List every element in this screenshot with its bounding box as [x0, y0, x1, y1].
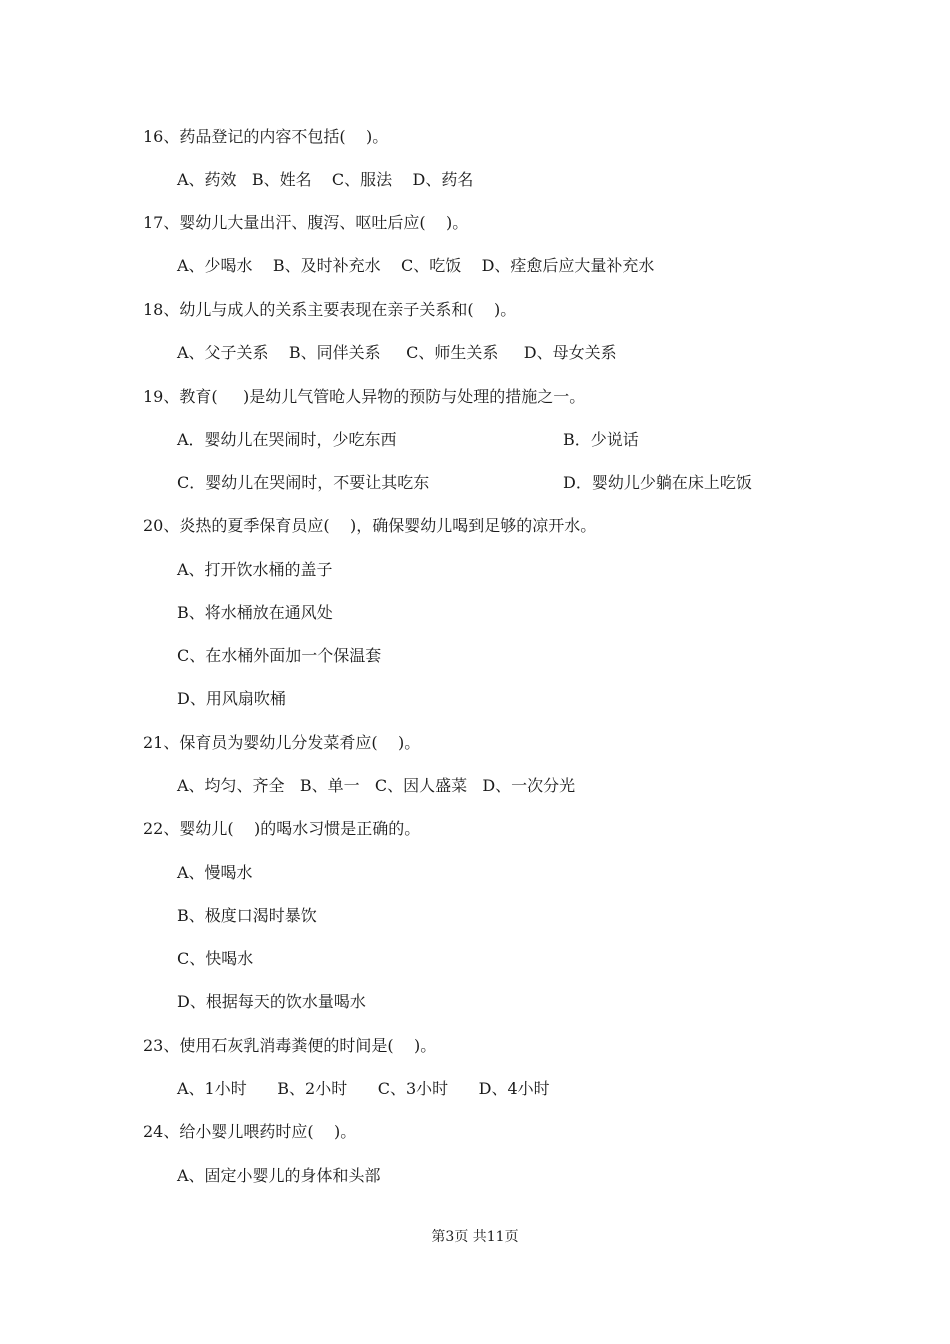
- options-16: A、药效 B、姓名 C、服法 D、药名: [177, 170, 474, 189]
- option-19-b: B．少说话: [563, 430, 639, 449]
- question-21: 21、保育员为婴幼儿分发菜肴应( )。: [143, 733, 421, 752]
- option-19-a: A．婴幼儿在哭闹时，少吃东西: [177, 430, 397, 449]
- option-20-b: B、将水桶放在通风处: [177, 603, 333, 622]
- option-19-c: C．婴幼儿在哭闹时，不要让其吃东: [177, 473, 430, 492]
- question-17: 17、婴幼儿大量出汗、腹泻、呕吐后应( )。: [143, 213, 469, 232]
- option-22-c: C、快喝水: [177, 949, 254, 968]
- question-24: 24、给小婴儿喂药时应( )。: [143, 1122, 357, 1141]
- options-23: A、1小时 B、2小时 C、3小时 D、4小时: [177, 1079, 550, 1098]
- question-18: 18、幼儿与成人的关系主要表现在亲子关系和( )。: [143, 300, 517, 319]
- options-21: A、均匀、齐全 B、单一 C、因人盛菜 D、一次分光: [177, 776, 576, 795]
- page-footer: 第3页 共11页: [431, 1229, 519, 1245]
- options-18: A、父子关系 B、同伴关系 C、师生关系 D、母女关系: [177, 343, 617, 362]
- option-19-d: D．婴幼儿少躺在床上吃饭: [563, 473, 752, 492]
- question-23: 23、使用石灰乳消毒粪便的时间是( )。: [143, 1036, 437, 1055]
- option-22-d: D、根据每天的饮水量喝水: [177, 992, 366, 1011]
- question-19: 19、教育( )是幼儿气管呛人异物的预防与处理的措施之一。: [143, 387, 586, 406]
- question-20: 20、炎热的夏季保育员应( )，确保婴幼儿喝到足够的凉开水。: [143, 516, 597, 535]
- option-22-a: A、慢喝水: [177, 863, 253, 882]
- option-20-c: C、在水桶外面加一个保温套: [177, 646, 382, 665]
- option-24-a: A、固定小婴儿的身体和头部: [177, 1166, 381, 1185]
- option-20-d: D、用风扇吹桶: [177, 689, 286, 708]
- options-17: A、少喝水 B、及时补充水 C、吃饭 D、痊愈后应大量补充水: [177, 256, 655, 275]
- option-22-b: B、极度口渴时暴饮: [177, 906, 317, 925]
- question-16: 16、药品登记的内容不包括( )。: [143, 127, 389, 146]
- question-22: 22、婴幼儿( )的喝水习惯是正确的。: [143, 819, 421, 838]
- option-20-a: A、打开饮水桶的盖子: [177, 560, 333, 579]
